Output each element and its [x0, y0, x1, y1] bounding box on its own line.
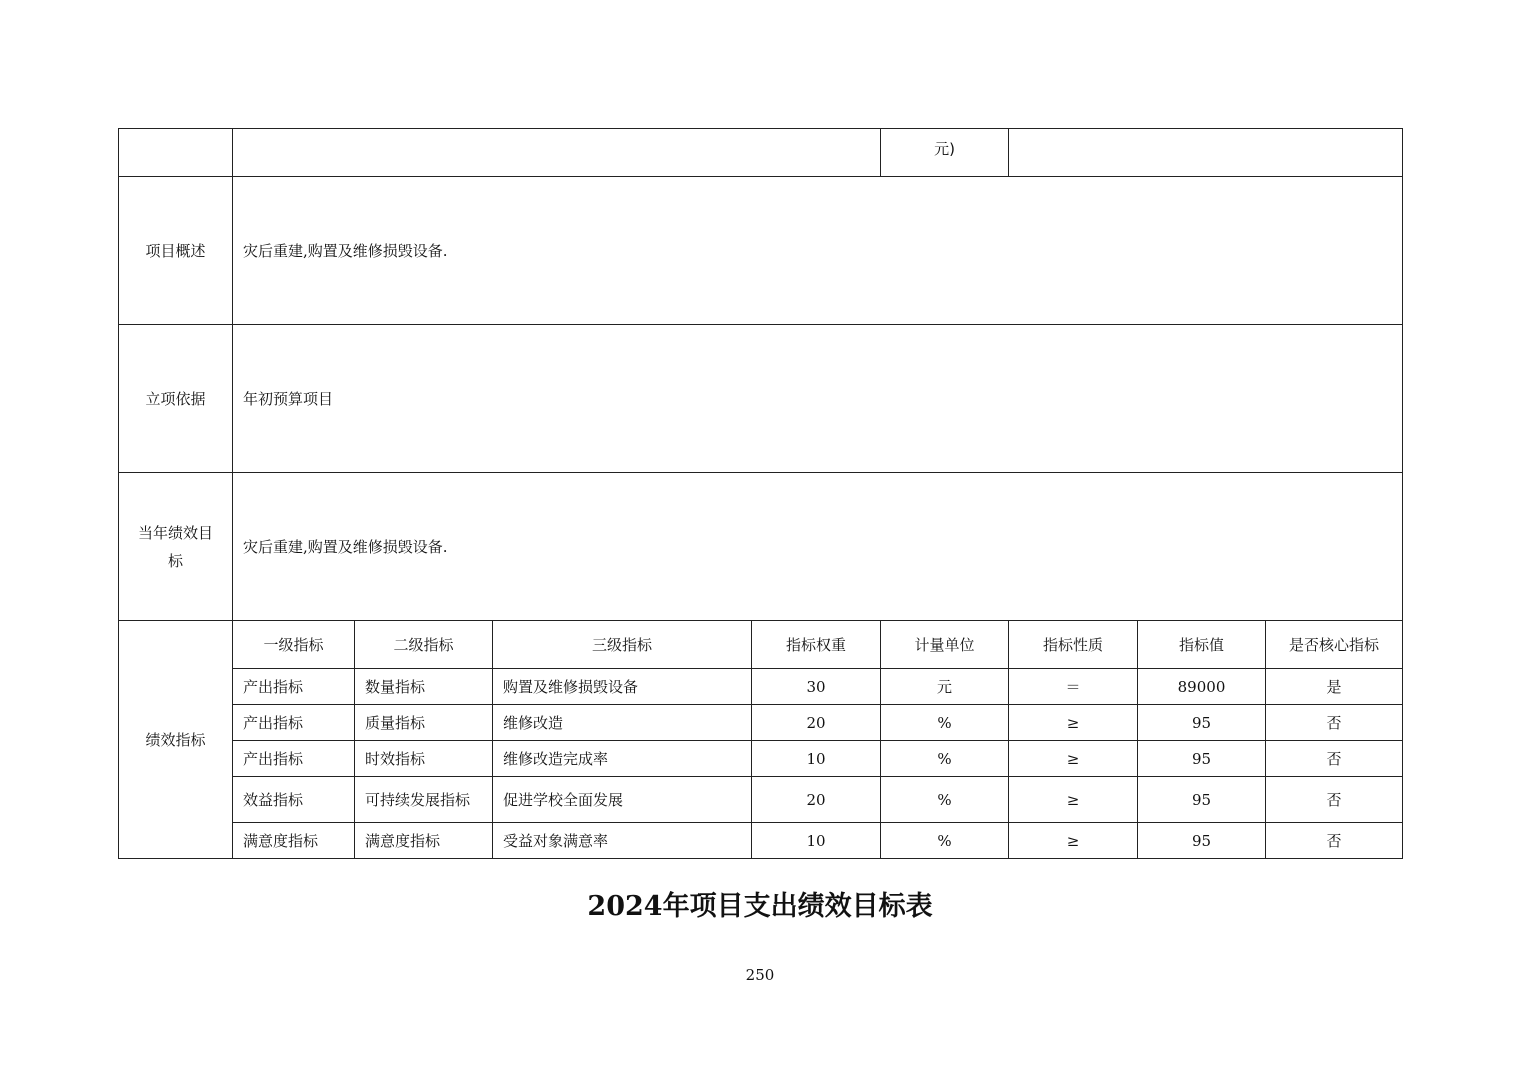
header-value: 指标值 — [1138, 621, 1266, 669]
cell-core: 否 — [1266, 777, 1403, 823]
cell-level2: 满意度指标 — [355, 823, 493, 859]
overview-label: 项目概述 — [119, 177, 233, 325]
goal-label-line2: 标 — [167, 551, 183, 570]
cell-level2: 时效指标 — [355, 741, 493, 777]
cell-weight: 20 — [752, 777, 881, 823]
cell-level1: 满意度指标 — [233, 823, 355, 859]
cell-core: 否 — [1266, 741, 1403, 777]
header-nature: 指标性质 — [1009, 621, 1138, 669]
cell-level1: 产出指标 — [233, 669, 355, 705]
basis-label: 立项依据 — [119, 325, 233, 473]
header-unit: 计量单位 — [881, 621, 1009, 669]
table-row — [119, 741, 1403, 777]
header-core: 是否核心指标 — [1266, 621, 1403, 669]
top-row-empty-right — [1009, 129, 1403, 177]
table-row — [119, 705, 1403, 741]
cell-level2: 数量指标 — [355, 669, 493, 705]
header-level1: 一级指标 — [233, 621, 355, 669]
cell-core: 否 — [1266, 705, 1403, 741]
cell-level2: 可持续发展指标 — [355, 777, 493, 823]
cell-weight: 30 — [752, 669, 881, 705]
goal-label-line1: 当年绩效目 — [137, 523, 213, 542]
cell-nature: ＝ — [1009, 669, 1138, 705]
cell-value: 89000 — [1138, 669, 1266, 705]
cell-value: 95 — [1138, 777, 1266, 823]
overview-row — [119, 177, 1403, 325]
cell-value: 95 — [1138, 705, 1266, 741]
cell-level3: 受益对象满意率 — [493, 823, 752, 859]
cell-unit: % — [881, 705, 1009, 741]
cell-value: 95 — [1138, 741, 1266, 777]
top-row — [119, 129, 1403, 177]
unit-fragment: 元) — [881, 129, 1009, 177]
cell-weight: 20 — [752, 705, 881, 741]
basis-row — [119, 325, 1403, 473]
page-title: 2024年项目支出绩效目标表 — [587, 891, 933, 922]
table-row — [119, 669, 1403, 705]
goal-value: 灾后重建,购置及维修损毁设备. — [233, 473, 1403, 621]
cell-weight: 10 — [752, 823, 881, 859]
indicators-label: 绩效指标 — [119, 621, 233, 859]
goal-label — [119, 473, 233, 621]
cell-level1: 产出指标 — [233, 741, 355, 777]
cell-level1: 产出指标 — [233, 705, 355, 741]
cell-unit: % — [881, 777, 1009, 823]
cell-level3: 维修改造完成率 — [493, 741, 752, 777]
indicator-header-row — [119, 621, 1403, 669]
top-row-empty-value — [233, 129, 881, 177]
cell-weight: 10 — [752, 741, 881, 777]
cell-nature: ≥ — [1009, 823, 1138, 859]
page-number: 250 — [745, 966, 775, 984]
cell-nature: ≥ — [1009, 777, 1138, 823]
top-row-empty-label — [119, 129, 233, 177]
cell-core: 否 — [1266, 823, 1403, 859]
cell-value: 95 — [1138, 823, 1266, 859]
cell-unit: % — [881, 823, 1009, 859]
cell-level3: 购置及维修损毁设备 — [493, 669, 752, 705]
cell-unit: 元 — [881, 669, 1009, 705]
cell-unit: % — [881, 741, 1009, 777]
cell-level3: 促进学校全面发展 — [493, 777, 752, 823]
cell-core: 是 — [1266, 669, 1403, 705]
cell-nature: ≥ — [1009, 705, 1138, 741]
basis-value: 年初预算项目 — [233, 325, 1403, 473]
header-level2: 二级指标 — [355, 621, 493, 669]
cell-nature: ≥ — [1009, 741, 1138, 777]
goal-row — [119, 473, 1403, 621]
header-weight: 指标权重 — [752, 621, 881, 669]
performance-table — [118, 128, 1403, 859]
cell-level1: 效益指标 — [233, 777, 355, 823]
overview-value: 灾后重建,购置及维修损毁设备. — [233, 177, 1403, 325]
cell-level3: 维修改造 — [493, 705, 752, 741]
table-row — [119, 823, 1403, 859]
cell-level2: 质量指标 — [355, 705, 493, 741]
header-level3: 三级指标 — [493, 621, 752, 669]
table-row — [119, 777, 1403, 823]
